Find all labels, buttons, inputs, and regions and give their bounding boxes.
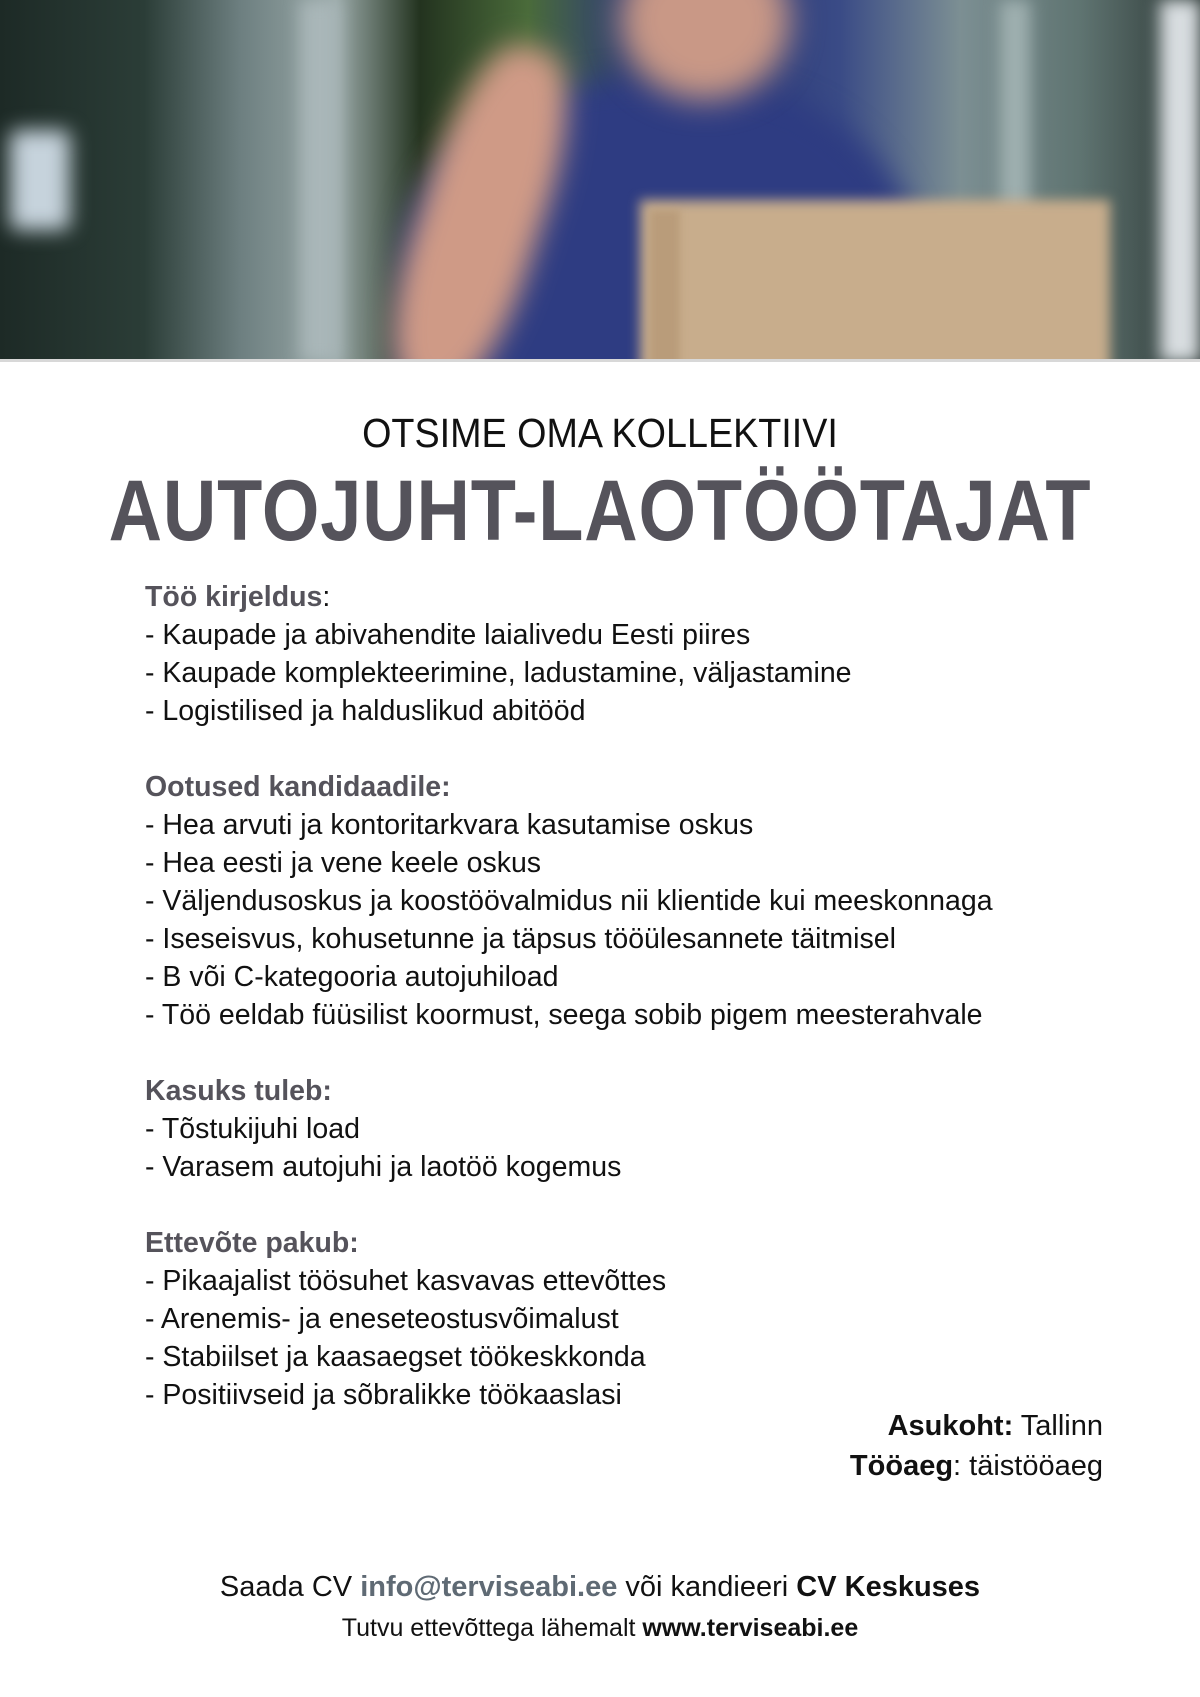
worktime-label: Tööaeg	[849, 1450, 954, 1482]
section-job-description	[145, 578, 1105, 730]
page-title: AUTOJUHT-LAOTÖÖTAJAT	[108, 463, 1092, 559]
background-window	[10, 130, 70, 230]
worktime-value: täistööaeg	[969, 1450, 1103, 1482]
list-item: - Tõstukijuhi load	[145, 1113, 360, 1145]
hero-photo	[0, 0, 1200, 362]
job-meta	[850, 1406, 1103, 1486]
list-item: - Pikaajalist töösuhet kasvavas ettevõttes	[145, 1265, 667, 1297]
list-item: - Logistilised ja halduslikud abitööd	[145, 695, 586, 727]
cv-keskus-link[interactable]: CV Keskuses	[796, 1571, 981, 1603]
list-item: - Iseseisvus, kohusetunne ja täpsus tööülesannete täitmisel	[145, 923, 896, 955]
website-line	[0, 1614, 1200, 1643]
list-item: - Kaupade komplekteerimine, ladustamine, väljastamine	[145, 657, 852, 689]
list-item: - Töö eeldab füüsilist koormust, seega sobib pigem meesterahvale	[145, 999, 983, 1031]
section-advantages	[145, 1072, 1105, 1186]
list-item: - Varasem autojuhi ja laotöö kogemus	[145, 1151, 622, 1183]
background-pillar	[1160, 0, 1200, 362]
section-heading: Ettevõte pakub:	[145, 1227, 359, 1259]
list-item: - Arenemis- ja eneseteostusvõimalust	[145, 1303, 619, 1335]
list-item: - Stabiilset ja kaasaegset töökeskkonda	[145, 1341, 646, 1373]
list-item: - Hea arvuti ja kontoritarkvara kasutamise oskus	[145, 809, 754, 841]
list-item: - Hea eesti ja vene keele oskus	[145, 847, 542, 879]
heading-colon: :	[322, 581, 331, 613]
hero-divider	[0, 359, 1200, 362]
section-company-offers	[145, 1224, 1105, 1414]
website-prefix: Tutvu ettevõttega lähemalt	[341, 1614, 643, 1642]
apply-middle: või kandieeri	[617, 1571, 797, 1603]
list-item: - B või C-kategooria autojuhiload	[145, 961, 559, 993]
apply-line	[0, 1571, 1200, 1604]
section-heading: Töö kirjeldus	[145, 581, 323, 613]
list-item: - Positiivseid ja sõbralikke töökaaslasi	[145, 1379, 622, 1411]
background-pillar	[300, 0, 340, 362]
website-link[interactable]: www.terviseabi.ee	[642, 1614, 859, 1642]
section-heading: Ootused kandidaadile:	[145, 771, 451, 803]
list-item: - Väljendusoskus ja koostöövalmidus nii klientide kui meeskonnaga	[145, 885, 993, 917]
section-heading: Kasuks tuleb:	[145, 1075, 332, 1107]
location-label: Asukoht:	[887, 1410, 1014, 1442]
location-row	[850, 1406, 1103, 1446]
email-link[interactable]: info@terviseabi.ee	[360, 1571, 618, 1603]
worktime-separator: :	[953, 1450, 970, 1482]
section-expectations	[145, 768, 1105, 1034]
apply-prefix: Saada CV	[219, 1571, 361, 1603]
cardboard-box	[640, 200, 1110, 362]
list-item: - Kaupade ja abivahendite laialivedu Eesti piires	[145, 619, 751, 651]
page-subtitle: OTSIME OMA KOLLEKTIIVI	[362, 410, 838, 456]
cardboard-box-edge	[650, 210, 680, 362]
worktime-row	[850, 1446, 1103, 1486]
location-value: Tallinn	[1013, 1410, 1103, 1442]
job-description	[145, 578, 1105, 1414]
